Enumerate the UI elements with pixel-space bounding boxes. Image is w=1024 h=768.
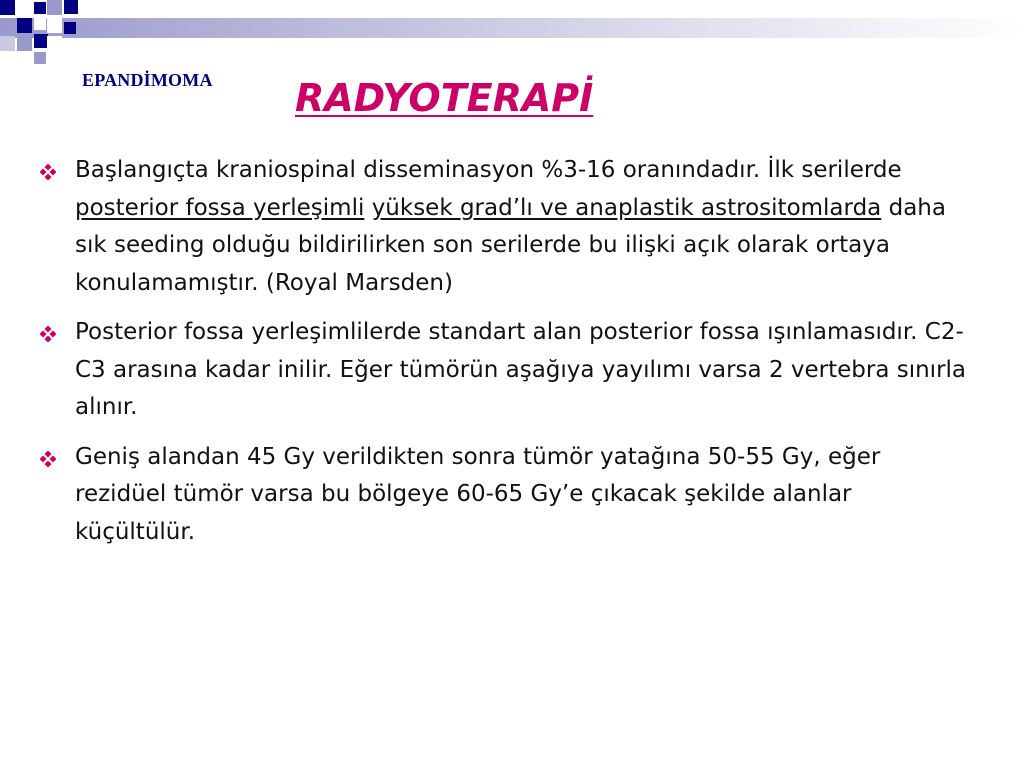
deco-square-3 xyxy=(34,2,46,14)
bullet-1-part-5: daha sık seeding olduğu bildirilirken son serilerde bu ilişki açık olarak ortaya konulamamıştır. (Royal Marsden) xyxy=(75,194,946,296)
deco-square-2 xyxy=(17,0,32,15)
deco-square-9 xyxy=(64,22,76,34)
deco-square-14 xyxy=(34,52,46,64)
bullet-item-1 xyxy=(40,152,975,302)
deco-square-11 xyxy=(17,36,32,51)
bullet-1-underlined-1: posterior fossa yerleşimli xyxy=(75,194,365,221)
bullet-2-text: Posterior fossa yerleşimlilerde standart alan posterior fossa ışınlamasıdır. C2-C3 arasına kadar inilir. Eğer tümörün aşağıya yayılımı varsa 2 vertebra sınırla alınır. xyxy=(75,319,967,420)
header-decoration xyxy=(0,0,1024,70)
diamond-quad-icon xyxy=(40,451,56,467)
diamond-quad-icon xyxy=(40,326,56,342)
deco-square-7 xyxy=(34,18,46,30)
deco-square-13 xyxy=(47,36,62,51)
deco-square-6 xyxy=(17,18,32,33)
deco-square-5 xyxy=(64,0,78,14)
deco-square-12 xyxy=(34,34,48,48)
bullet-item-3 xyxy=(40,439,975,552)
deco-square-10 xyxy=(0,36,15,51)
bullet-1-part-1: Başlangıçta kraniospinal disseminasyon %3-16 oranındadır. İlk serilerde xyxy=(75,157,902,183)
bullet-item-2 xyxy=(40,314,975,427)
bullet-list xyxy=(40,152,975,563)
deco-square-1 xyxy=(0,0,15,15)
header-gradient-band xyxy=(0,18,1024,38)
diamond-quad-icon xyxy=(40,164,56,180)
bullet-1-part-3 xyxy=(364,195,371,221)
deco-square-8 xyxy=(47,18,62,33)
slide-subject: EPANDİMOMA xyxy=(82,70,213,90)
slide-title: RADYOTERAPİ xyxy=(295,76,594,120)
bullet-3-text: Geniş alandan 45 Gy verildikten sonra tümör yatağına 50-55 Gy, eğer rezidüel tümör varsa bu bölgeye 60-65 Gy’e çıkacak şekilde alanlar küçültülür. xyxy=(75,443,881,545)
deco-square-4 xyxy=(47,0,62,15)
bullet-1-underlined-2: yüksek grad’lı ve anaplastik astrositomlarda xyxy=(371,194,882,221)
bullet-1-text xyxy=(75,157,946,296)
